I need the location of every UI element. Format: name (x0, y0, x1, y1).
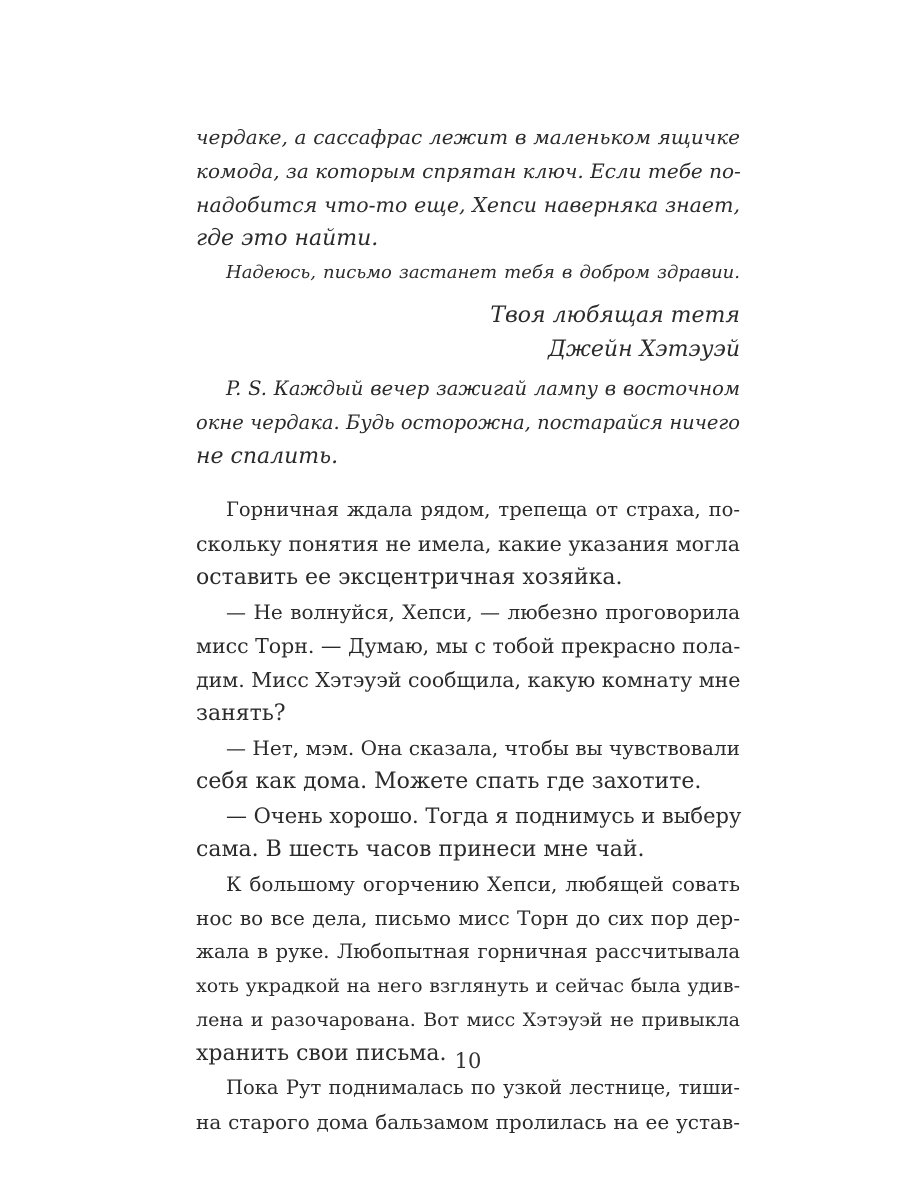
body-line: скольку понятия не имела, какие указания могла (196, 532, 740, 556)
body-line: хоть украдкой на него взглянуть и сейчас была удив- (196, 975, 740, 997)
letter-line: чердаке, а сассафрас лежит в маленьком ящичке (196, 125, 740, 149)
body-line: сама. В шесть часов принеси мне чай. (196, 837, 645, 862)
book-page (196, 0, 740, 1200)
letter-signature-line: Джейн Хэтэуэй (548, 337, 740, 362)
body-line: Горничная ждала рядом, трепеща от страха, по- (226, 498, 740, 521)
body-line: занять? (196, 701, 286, 726)
body-line: лена и разочарована. Вот мисс Хэтэуэй не привыкла (196, 1009, 740, 1031)
body-line: хранить свои письма. (196, 1041, 447, 1066)
letter-line: Надеюсь, письмо застанет тебя в добром здравии. (226, 262, 740, 283)
body-line: — Очень хорошо. Тогда я поднимусь и выберу (226, 804, 742, 828)
body-line: К большому огорчению Хепси, любящей совать (226, 872, 740, 896)
body-line: дим. Мисс Хэтэуэй сообщила, какую комнату мне (196, 668, 741, 692)
body-line: жала в руке. Любопытная горничная рассчитывала (196, 940, 740, 963)
body-line: себя как дома. Можете спать где захотите. (196, 769, 702, 794)
body-line: — Не волнуйся, Хепси, — любезно проговорила (226, 600, 740, 624)
body-line: Пока Рут поднималась по узкой лестнице, тиши- (226, 1076, 740, 1099)
letter-signature-line: Твоя любящая тетя (490, 303, 740, 328)
letter-line: где это найти. (196, 226, 379, 251)
postscript-line: не спалить. (196, 444, 339, 469)
postscript-line: окне чердака. Будь осторожна, постарайся ничего (196, 411, 740, 434)
body-line: на старого дома бальзамом пролилась на ее устав- (196, 1110, 740, 1134)
page-number: 10 (454, 1049, 482, 1073)
postscript-line: P. S. Каждый вечер зажигай лампу в восточном (226, 377, 740, 400)
letter-line: надобится что-то еще, Хепси наверняка знает, (196, 193, 740, 217)
body-line: оставить ее эксцентричная хозяйка. (196, 565, 623, 590)
body-line: — Нет, мэм. Она сказала, чтобы вы чувствовали (226, 736, 740, 760)
body-line: мисс Торн. — Думаю, мы с тобой прекрасно пола- (196, 634, 741, 658)
letter-line: комода, за которым спрятан ключ. Если тебе по- (196, 159, 741, 183)
body-line: нос во все дела, письмо мисс Торн до сих пор дер- (196, 906, 740, 930)
